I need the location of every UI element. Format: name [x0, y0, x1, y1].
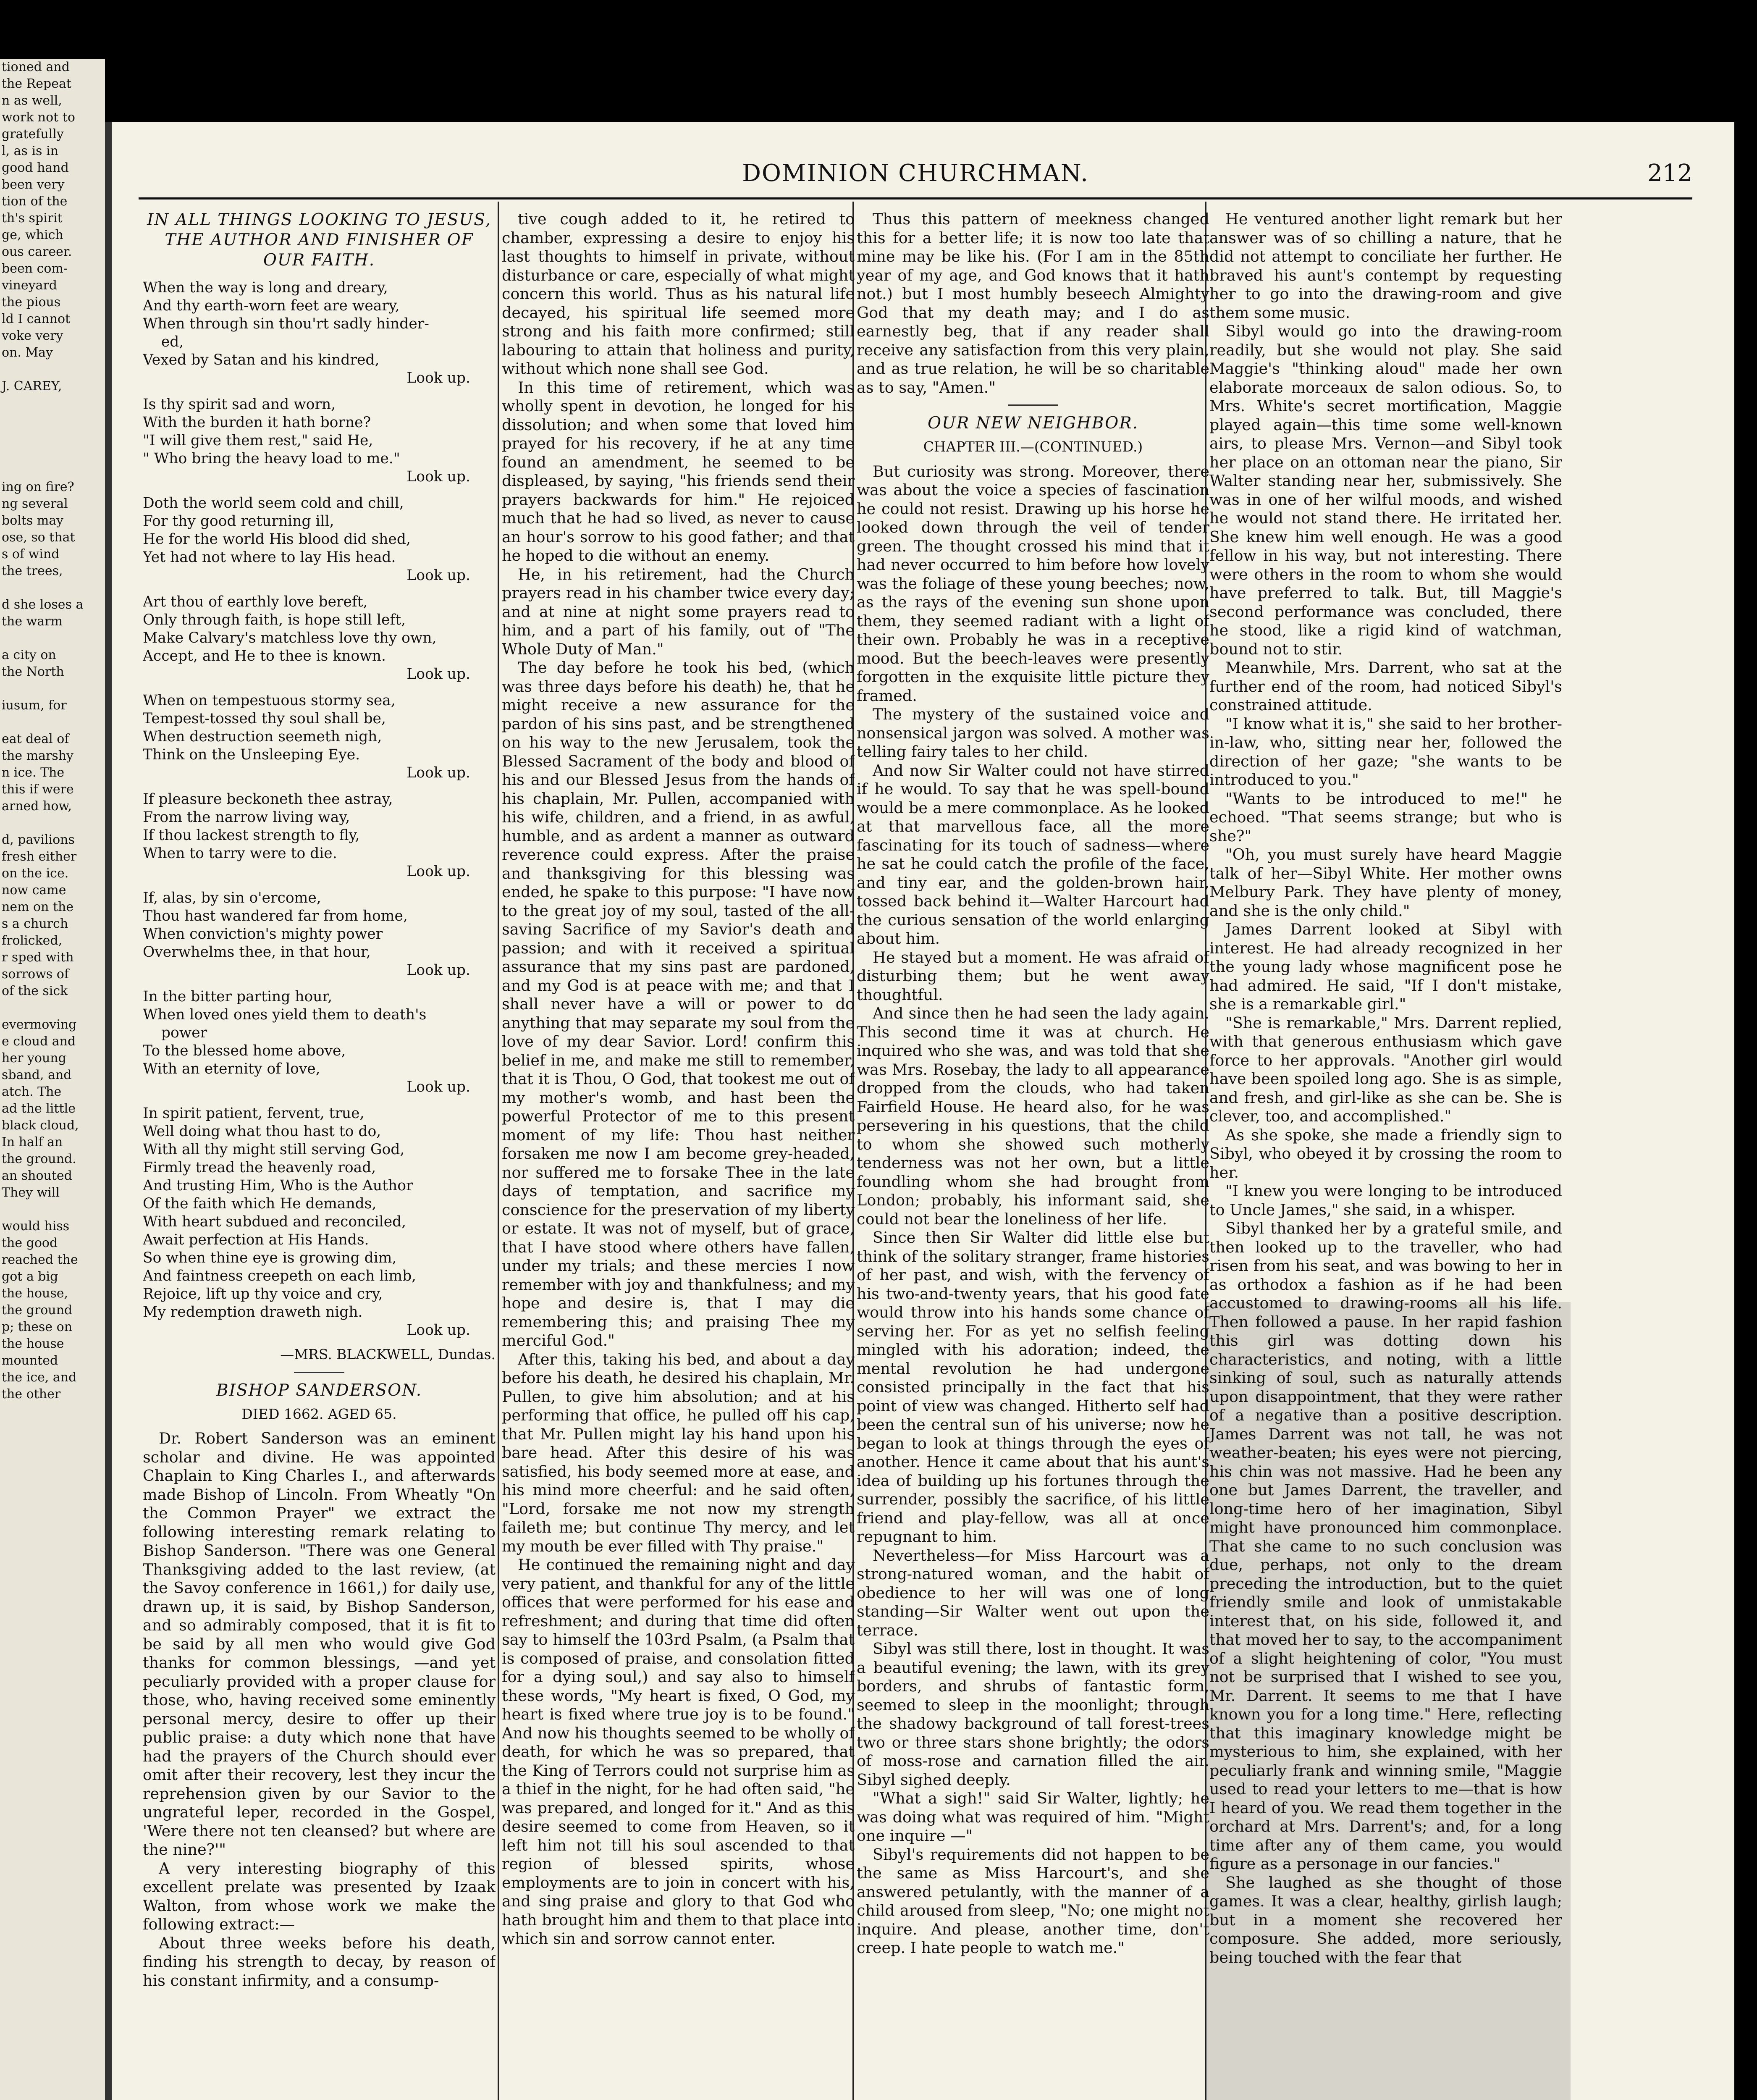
text-fragment: the North — [2, 664, 64, 679]
poem-stanza — [143, 1105, 496, 1339]
text-fragment: of the sick — [2, 984, 68, 998]
poem-line: Make Calvary's matchless love thy own, — [143, 630, 437, 646]
text-fragment — [0, 630, 105, 647]
poem-line: Look up. — [406, 666, 470, 682]
text-fragment: ad the little — [2, 1101, 76, 1116]
paragraph: Since then Sir Walter did little else but think of the solitary stranger, frame histories of her past, and wish, with the fervency of his two-and-twenty years, that his good fate would throw into his hands some chance of serving her. For as yet no selfish feeling mingled with his adoration; indeed, the mental revolution he had undergone consisted principally in the fact that his point of view was changed. Hitherto self had been the central sun of his universe; now he began to look at things through the eyes of another. Hence it came about that his aunt's idea of building up his fortunes through the surrender, possibly the sacrifice, of his little friend and play-fellow, was all at once repugnant to him. — [857, 1228, 1209, 1546]
paragraph: "Wants to be introduced to me!" he echoed. "That seems strange; but who is she?" — [1209, 789, 1562, 845]
poem-line: He for the world His blood did shed, — [143, 531, 411, 548]
text-fragment: the house — [2, 1336, 64, 1351]
poem-line: Vexed by Satan and his kindred, — [143, 352, 380, 368]
text-fragment: the house, — [2, 1286, 68, 1301]
text-fragment: a city on — [2, 648, 56, 662]
text-fragment: the ground — [2, 1303, 73, 1318]
text-fragment: been com- — [2, 261, 68, 276]
article-body — [143, 1429, 496, 1990]
poem-signature: —MRS. BLACKWELL, Dundas. — [280, 1346, 496, 1362]
paragraph: He, in his retirement, had the Church prayers read in his chamber twice every day; and at nine at night some prayers read to him, and a part of his family, out of "The Whole Duty of Man." — [502, 565, 855, 658]
text-fragment: would hiss — [2, 1219, 70, 1234]
paragraph: "What a sigh!" said Sir Walter, lightly; he was doing what was required of him. "Might one inquire —" — [857, 1789, 1209, 1845]
poem-line: If thou lackest strength to fly, — [143, 827, 360, 844]
text-fragment: p; these on — [2, 1320, 73, 1334]
poem-line: Overwhelms thee, in that hour, — [143, 944, 371, 961]
paragraph: "I know what it is," she said to her brother-in-law, who, sitting near her, followed the direction of her gaze; "she wants to be introduced to you." — [1209, 714, 1562, 789]
text-fragment: this if were — [2, 782, 74, 797]
column-1 — [143, 210, 496, 1990]
poem-line: Rejoice, lift up thy voice and cry, — [143, 1286, 383, 1302]
paragraph: Sibyl was still there, lost in thought. It was a beautiful evening; the lawn, with its grey borders, and shrubs of fantastic form, seemed to sleep in the moonlight; through the shadowy background of tall forest-trees two or three stars shone brightly; the odors of moss-rose and carnation filled the air. Sibyl sighed deeply. — [857, 1640, 1209, 1789]
poem-line: Think on the Unsleeping Eye. — [143, 746, 360, 763]
text-fragment: They will — [2, 1185, 60, 1200]
film-border — [0, 0, 105, 59]
story-body — [857, 462, 1209, 1958]
poem-line: Await perfection at His Hands. — [143, 1231, 369, 1248]
text-fragment: on. May — [2, 345, 53, 360]
page-header — [139, 151, 1692, 193]
column-2 — [502, 210, 855, 1948]
text-fragment: fresh either — [2, 849, 77, 864]
text-fragment: the ground. — [2, 1152, 76, 1166]
paragraph: Sibyl thanked her by a grateful smile, and then looked up to the traveller, who had risen from his seat, and was bowing to her in as orthodox a fashion as if he had been accustomed to drawing-rooms all his life. Then followed a pause. In her rapid fashion this girl was dotting down his characteristics, and noting, with a little sinking of soul, such as naturally attends upon disappointment, that they were rather of a negative than a positive description. James Darrent was not tall, he was not weather-beaten; his eyes were not piercing, his chin was not massive. Had he been any one but James Darrent, the traveller, and long-time hero of her imagination, Sibyl might have pronounced him commonplace. That she came to no such conclusion was due, perhaps, not only to the dream preceding the introduction, but to the quiet friendly smile and look of unmistakable interest that, on his side, followed it, and that moved her to say, to the accompaniment of a slight heightening of color, "You must not be surprised that I wished to see you, Mr. Darrent. It seems to me that I have known you for a long time." Here, reflecting that this imaginary knowledge might be mysterious to him, she explained, with her peculiarly frank and winning smile, "Maggie used to read your letters to me—that is how I heard of you. We read them together in the orchard at Mrs. Darrent's; and, for a long time after any of them came, you would figure as a personage in our fancies." — [1209, 1219, 1562, 1873]
poem-line: Only through faith, is hope still left, — [143, 612, 406, 628]
text-fragment: work not to — [2, 110, 75, 125]
text-fragment — [0, 412, 105, 428]
section-divider — [294, 1372, 344, 1373]
text-fragment: the pious — [2, 295, 61, 310]
text-fragment: ose, so that — [2, 530, 75, 545]
paragraph: Dr. Robert Sanderson was an eminent scholar and divine. He was appointed Chaplain to King Charles I., and afterwards made Bishop of Lincoln. From Wheatly "On the Common Prayer" we extract the following interesting remark relating to Bishop Sanderson. "There was one General Thanksgiving added to the last review, (at the Savoy conference in 1661,) for daily use, drawn up, it is said, by Bishop Sanderson, and so admirably composed, that it is fit to be said by all men who would give God thanks for common blessings, —and yet peculiarly provided with a proper clause for those, who, having received some eminently personal mercy, desire to offer up their public praise: a duty which none that have had the prayers of the Church should ever omit after their recovery, lest they incur the reprehension given by our Savior to the ungrateful leper, recorded in the Gospel, 'Were there not ten cleansed? but where are the nine?'" — [143, 1429, 496, 1858]
poem-line: Art thou of earthly love bereft, — [143, 593, 368, 610]
text-fragment: l, as is in — [2, 144, 58, 158]
poem-line: Look up. — [406, 567, 470, 584]
poem-line: power — [143, 1024, 207, 1041]
text-fragment: nem on the — [2, 900, 74, 914]
text-fragment: d, pavilions — [2, 832, 75, 847]
poem-line: When conviction's mighty power — [143, 926, 383, 942]
poem-line: My redemption draweth nigh. — [143, 1304, 363, 1320]
text-fragment — [0, 1201, 105, 1218]
paragraph: Nevertheless—for Miss Harcourt was a strong-natured woman, and the habit of obedience to her will was one of long standing—Sir Walter went out upon the terrace. — [857, 1546, 1209, 1639]
poem-line: Look up. — [406, 370, 470, 386]
poem-line: Firmly tread the heavenly road, — [143, 1159, 376, 1176]
paragraph: And since then he had seen the lady again. This second time it was at church. He inquired who she was, and was told that she was Mrs. Rosebay, the lady to all appearance dropped from the clouds, who had taken Fairfield House. He heard also, for he was persevering in his questions, that the child to whom she showed such motherly tenderness was not her own, but a little foundling whom she had brought from London; probably, his informant said, she could not bear the loneliness of her life. — [857, 1004, 1209, 1228]
poem-line: To the blessed home above, — [143, 1042, 346, 1059]
text-fragment — [0, 1420, 105, 1436]
poem-line: Well doing what thou hast to do, — [143, 1123, 381, 1140]
text-fragment: s of wind — [2, 547, 60, 562]
text-fragment — [0, 714, 105, 731]
page-number: 212 — [1647, 160, 1692, 187]
poem-line: If pleasure beckoneth thee astray, — [143, 791, 393, 808]
poem-line: Look up. — [406, 962, 470, 979]
masthead-title: DOMINION CHURCHMAN. — [742, 160, 1089, 187]
text-fragment: mounted — [2, 1353, 58, 1368]
text-fragment — [0, 428, 105, 445]
poem-stanza — [143, 593, 496, 683]
paragraph: He continued the remaining night and day very patient, and thankful for any of the little offices that were performed for his ease and refreshment; and during that time did often say to himself the 103rd Psalm, (a Psalm that is composed of praise, and consolation fitted for a dying soul,) and say also to himself these words, "My heart is fixed, O God, my heart is fixed where true joy is to be found." And now his thoughts seemed to be wholly of death, for which he was so prepared, that the King of Terrors could not surprise him as a thief in the night, for he had often said, "he was prepared, and longed for it." And as this desire seemed to come from Heaven, so it left him not till his soul ascended to that region of blessed spirits, whose employments are to join in concert with his, and sing praise and glory to that God who hath brought him and them to that place into which sin and sorrow cannot enter. — [502, 1556, 855, 1948]
text-fragment: been very — [2, 177, 65, 192]
text-fragment: ing on fire? — [2, 480, 74, 494]
text-fragment: n ice. The — [2, 765, 65, 780]
paragraph: As she spoke, she made a friendly sign to Sibyl, who obeyed it by crossing the room to her. — [1209, 1126, 1562, 1181]
text-fragment: evermoving — [2, 1017, 77, 1032]
text-fragment: e cloud and — [2, 1034, 76, 1049]
text-fragment: reached the — [2, 1252, 78, 1267]
text-fragment: frolicked, — [2, 933, 63, 948]
text-fragment: the other — [2, 1387, 61, 1402]
text-fragment: r sped with — [2, 950, 74, 965]
poem-line: When through sin thou'rt sadly hinder- — [143, 315, 429, 332]
paragraph: But curiosity was strong. Moreover, there was about the voice a species of fascination he could not resist. Drawing up his horse he looked down through the veil of tender green. The thought crossed his mind that it had never occurred to him before how lovely was the foliage of these young beeches; now, as the rays of the evening sun shone upon them, they seemed radiant with a light of their own. Probably he was in a receptive mood. But the beech-leaves were presently forgotten in the exquisite little picture they framed. — [857, 462, 1209, 705]
text-fragment: ous career. — [2, 244, 72, 259]
poem-line: When on tempestuous stormy sea, — [143, 692, 396, 709]
text-fragment — [0, 445, 105, 462]
paragraph: "I knew you were longing to be introduced to Uncle James," she said, in a whisper. — [1209, 1182, 1562, 1219]
paragraph: The mystery of the sustained voice and nonsensical jargon was solved. A mother was telling fairy tales to her child. — [857, 705, 1209, 761]
chapter-heading: CHAPTER III.—(CONTINUED.) — [923, 438, 1143, 455]
poem-line: In the bitter parting hour, — [143, 988, 333, 1005]
text-fragment: iusum, for — [2, 698, 67, 713]
poem-line: So when thine eye is growing dim, — [143, 1250, 397, 1266]
text-fragment: n as well, — [2, 93, 62, 108]
poem-line: Tempest-tossed thy soul shall be, — [143, 710, 386, 727]
paragraph: tive cough added to it, he retired to chamber, expressing a desire to enjoy his last thoughts to himself in private, without disturbance or care, especially of what might concern this world. Thus as his natural life decayed, his spiritual life seemed more strong and his faith more confirmed; still labouring to attain that holiness and purity, without which none shall see God. — [502, 210, 855, 378]
paragraph: James Darrent looked at Sibyl with interest. He had already recognized in her the young lady whose magnificent pose he had admired. He said, "If I don't mistake, she is a remarkable girl." — [1209, 920, 1562, 1013]
poem-body — [143, 279, 496, 1339]
paragraph: A very interesting biography of this excellent prelate was presented by Izaak Walton, from whose work we make the following extract:— — [143, 1859, 496, 1933]
poem-line: And trusting Him, Who is the Author — [143, 1177, 413, 1194]
text-fragment: eat deal of — [2, 732, 69, 746]
poem-line: With the burden it hath borne? — [143, 414, 371, 431]
paragraph: Meanwhile, Mrs. Darrent, who sat at the further end of the room, had noticed Sibyl's constrained attitude. — [1209, 659, 1562, 714]
text-fragment: the good — [2, 1236, 58, 1250]
text-fragment: good hand — [2, 160, 69, 175]
text-fragment: the warm — [2, 614, 63, 629]
poem-stanza — [143, 494, 496, 585]
story-title: OUR NEW NEIGHBOR. — [928, 414, 1138, 433]
poem-line: In spirit patient, fervent, true, — [143, 1105, 365, 1122]
poem-line: Thou hast wandered far from home, — [143, 908, 408, 924]
text-fragment: sorrows of — [2, 967, 69, 982]
text-fragment: ng several — [2, 496, 68, 511]
text-fragment — [0, 680, 105, 697]
text-fragment: bolts may — [2, 513, 64, 528]
column-divider — [498, 202, 499, 2100]
poem-line: "I will give them rest," said He, — [143, 432, 373, 449]
paragraph: She laughed as she thought of those games. It was a clear, healthy, girlish laugh; but in a moment she recovered her composure. She added, more seriously, being touched with the fear that — [1209, 1873, 1562, 1966]
text-fragment — [0, 815, 105, 832]
poem-stanza — [143, 790, 496, 881]
poem-line: When to tarry were to die. — [143, 845, 337, 862]
poem-line: When loved ones yield them to death's — [143, 1006, 427, 1023]
poem-line: With an eternity of love, — [143, 1060, 320, 1077]
poem-line: Look up. — [406, 863, 470, 880]
poem-line: Look up. — [406, 468, 470, 485]
poem-line: Look up. — [406, 764, 470, 781]
text-fragment — [0, 462, 105, 479]
paragraph: About three weeks before his death, finding his strength to decay, by reason of his constant infirmity, and a consump- — [143, 1934, 496, 1990]
text-fragment — [0, 1000, 105, 1016]
text-fragment — [0, 1403, 105, 1420]
page-gutter — [105, 122, 112, 2100]
text-fragment: now came — [2, 883, 66, 898]
poem-line: When destruction seemeth nigh, — [143, 728, 382, 745]
text-fragment: an shouted — [2, 1168, 72, 1183]
poem-line: Of the faith which He demands, — [143, 1195, 377, 1212]
text-fragment: s a church — [2, 916, 68, 931]
text-fragment: tion of the — [2, 194, 68, 209]
text-fragment: the marshy — [2, 748, 74, 763]
text-fragment: her young — [2, 1051, 66, 1066]
poem-line: Doth the world seem cold and chill, — [143, 495, 404, 512]
text-fragment: ld I cannot — [2, 312, 71, 326]
paragraph: In this time of retirement, which was wholly spent in devotion, he longed for his dissolution; and when some that loved him prayed for his recovery, if he at any time found an amendment, he seemed to be displeased, by saying, "his friends send their prayers backwards for him." He rejoiced much that he had so lived, as never to cause an hour's sorrow to his good father; and that he hoped to die without an enemy. — [502, 378, 855, 564]
poem-line: Look up. — [406, 1322, 470, 1339]
text-fragment: atch. The — [2, 1084, 62, 1099]
column-3 — [857, 210, 1209, 1958]
paragraph: "Oh, you must surely have heard Maggie talk of her—Sibyl White. Her mother owns Melbury Park. They have plenty of money, and she is the only child." — [1209, 845, 1562, 920]
poem-title: IN ALL THINGS LOOKING TO JESUS, THE AUTHOR AND FINISHER OF OUR FAITH. — [147, 210, 491, 270]
poem-line: If, alas, by sin o'ercome, — [143, 890, 321, 906]
text-fragment: the ice, and — [2, 1370, 77, 1385]
poem-stanza — [143, 396, 496, 486]
text-fragment: arned how, — [2, 799, 72, 814]
paragraph: Thus this pattern of meekness changed this for a better life; it is now too late that mine may be like his. (For I am in the 85th year of my age, and God knows that it hath not.) but I most humbly beseech Almighty God that my death may; and I do as earnestly beg, that if any reader shall receive any satisfaction from this very plain, and as true relation, he will be so charitable as to say, "Amen." — [857, 210, 1209, 396]
text-fragment: d she loses a — [2, 597, 84, 612]
text-fragment: ge, which — [2, 228, 63, 242]
text-fragment: gratefully — [2, 127, 64, 142]
text-fragment: sband, and — [2, 1068, 72, 1082]
text-fragment: voke very — [2, 328, 63, 343]
text-fragment — [0, 361, 105, 378]
paragraph: He stayed but a moment. He was afraid of disturbing them; but he went away thoughtful. — [857, 948, 1209, 1004]
paragraph: "She is remarkable," Mrs. Darrent replied, with that generous enthusiasm which gave force to her approvals. "Another girl would have been spoiled long ago. She is as simple, and fresh, and girl-like as she can be. She is clever, too, and accomplished." — [1209, 1013, 1562, 1125]
poem-line: And faintness creepeth on each limb, — [143, 1268, 417, 1284]
paragraph: And now Sir Walter could not have stirred if he would. To say that he was spell-bound would be a mere commonplace. As he looked at that marvellous face, all the more fascinating for its touch of sadness—where he sat he could catch the profile of the face, and tiny ear, and the golden-brown hair, tossed back behind it—Walter Harcourt had the curious sensation of the world enlarging about him. — [857, 761, 1209, 948]
text-fragment: on the ice. — [2, 866, 69, 881]
poem-line: Look up. — [406, 1079, 470, 1095]
paragraph: He ventured another light remark but her answer was of so chilling a nature, that he did not attempt to conciliate her further. He braved his aunt's contempt by requesting her to go into the drawing-room and give them some music. — [1209, 210, 1562, 322]
text-fragment — [0, 395, 105, 412]
poem-line: From the narrow living way, — [143, 809, 350, 826]
poem-stanza — [143, 889, 496, 979]
poem-line: Is thy spirit sad and worn, — [143, 396, 336, 413]
poem-stanza — [143, 279, 496, 387]
poem-line: For thy good returning ill, — [143, 513, 334, 530]
text-fragment: the trees, — [2, 564, 63, 578]
header-rule — [139, 197, 1692, 200]
section-divider — [1008, 404, 1058, 406]
paragraph: Sibyl would go into the drawing-room readily, but she would not play. She said Maggie's "thinking aloud" made her own elaborate morceaux de salon odious. So, to Mrs. White's secret mortification, Maggie played again—this time some well-known airs, to please Mrs. Vernon—and Sibyl took her place on an ottoman near the piano, Sir Walter standing near her, submissively. She was in one of her wilful moods, and wished he would not stand there. He irritated her. She knew him well enough. He was a good fellow in his way, but not interesting. There were others in the room to whom she would have preferred to talk. But, till Maggie's second performance was concluded, there he stood, like a rigid kind of watchman, bound not to stir. — [1209, 322, 1562, 658]
article-dates: DIED 1662. AGED 65. — [241, 1405, 397, 1422]
paragraph: The day before he took his bed, (which was three days before his death) he, that he might receive a new assurance for the pardon of his sins past, and be strengthened on his way to the new Jerusalem, took the Blessed Sacrament of the body and blood of his and our Blessed Jesus from the hands of his chaplain, Mr. Pullen, accompanied with his wife, children, and a friend, in as awful, humble, and as ardent a manner as outward reverence could express. After the praise and thanksgiving for this blessing was ended, he spake to this purpose: "I have now to the great joy of my soul, tasted of the all-saving Sacrifice of my Savior's death and passion; and with it received a spiritual assurance that my sins past are pardoned, and my God is at peace with me; and that I shall never have a will or power to do anything that may separate my soul from the love of my dear Savior. Lord! confirm this belief in me, and make me still to remember, that it is Thou, O God, that tookest me out of my mother's womb, and hast been the powerful Protector of me to this present moment of my life: Thou hast neither forsaken me now I am become grey-headed, nor suffered me to forsake Thee in the late days of temptation, and sacrifice my conscience for the preservation of my liberty or estate. It was not of myself, but of grace, that I have stood where others have fallen, under my trials; and these mercies I now remember with joy and thankfulness; and my hope and desire is, that I may die remembering this; and praising Thee my merciful God." — [502, 659, 855, 1349]
poem-stanza — [143, 692, 496, 782]
poem-line: With heart subdued and reconciled, — [143, 1213, 406, 1230]
column-4 — [1209, 210, 1562, 1967]
adjacent-page-fragment — [0, 59, 105, 2100]
text-fragment — [0, 580, 105, 596]
paragraph: Sibyl's requirements did not happen to be the same as Miss Harcourt's, and she answered petulantly, with the manner of a child aroused from sleep, "No; one might not inquire. And please, another time, don't creep. I hate people to watch me." — [857, 1845, 1209, 1957]
text-fragment: tioned and — [2, 60, 70, 74]
paragraph: After this, taking his bed, and about a day before his death, he desired his chaplain, Mr. Pullen, to give him absolution; and at his performing that office, he pulled off his cap, that Mr. Pullen might lay his hand upon his bare head. After this desire of his was satisfied, his body seemed more at ease, and his mind more cheerful: and he said often, "Lord, forsake me not now my strength faileth me; but continue Thy mercy, and let my mouth be ever filled with Thy praise." — [502, 1350, 855, 1555]
poem-line: " Who bring the heavy load to me." — [143, 450, 400, 467]
article-title: BISHOP SANDERSON. — [216, 1381, 422, 1400]
poem-line: With all thy might still serving God, — [143, 1141, 405, 1158]
text-fragment: got a big — [2, 1269, 58, 1284]
text-fragment: the Repeat — [2, 76, 71, 91]
text-fragment: th's spirit — [2, 211, 63, 226]
poem-line: Yet had not where to lay His head. — [143, 549, 396, 566]
text-fragment: In half an — [2, 1135, 63, 1150]
poem-line: ed, — [143, 333, 184, 350]
text-fragment: black cloud, — [2, 1118, 79, 1133]
text-fragment: J. CAREY, — [2, 379, 62, 394]
poem-line: When the way is long and dreary, — [143, 279, 388, 296]
poem-stanza — [143, 988, 496, 1096]
poem-line: And thy earth-worn feet are weary, — [143, 297, 400, 314]
text-fragment: vineyard — [2, 278, 57, 293]
poem-line: Accept, and He to thee is known. — [143, 648, 386, 664]
article-ending — [857, 210, 1209, 397]
